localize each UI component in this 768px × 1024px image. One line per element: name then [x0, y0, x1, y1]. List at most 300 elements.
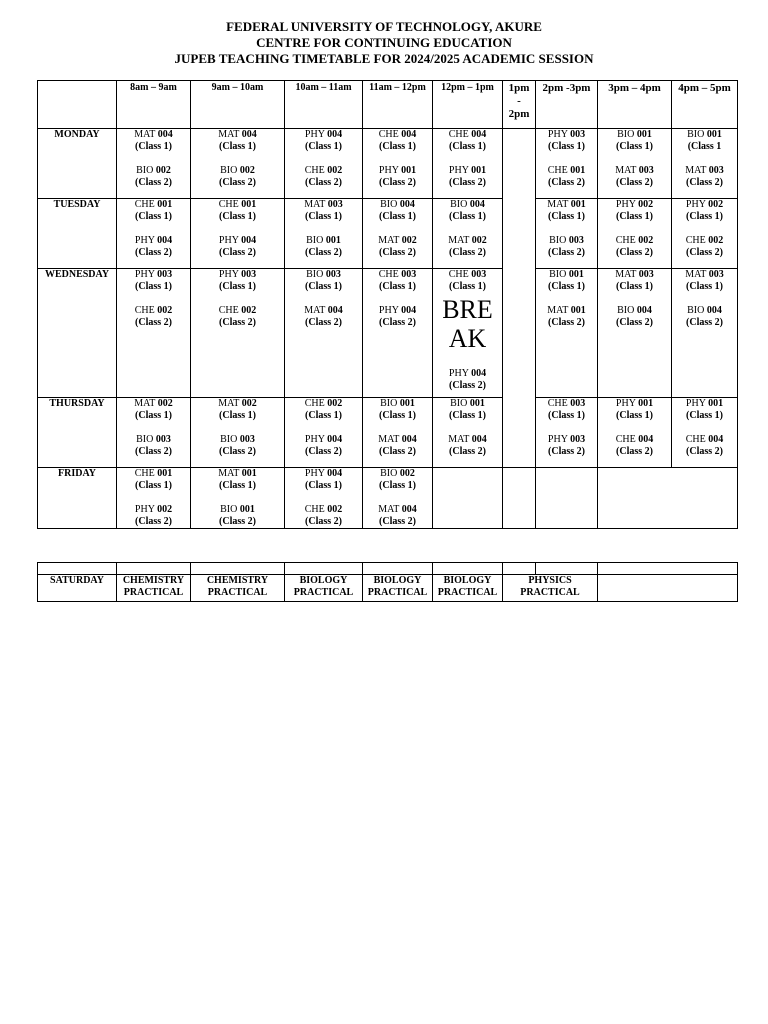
empty-cell	[536, 468, 598, 529]
course-code: 001	[471, 165, 487, 176]
lecture-cell	[191, 129, 285, 199]
subject: BIO	[380, 398, 398, 409]
course-code: 003	[568, 235, 584, 246]
subject: MAT	[615, 269, 637, 280]
lecture-cell	[672, 129, 738, 199]
course-code: 001	[157, 199, 173, 210]
course-line	[672, 199, 737, 211]
course-code: 003	[239, 434, 255, 445]
course-line	[598, 434, 671, 446]
course-code: 004	[401, 305, 417, 316]
class-label: (Class 2)	[686, 177, 723, 188]
class-label: (Class 2)	[616, 446, 653, 457]
class-label: (Class 1)	[548, 211, 585, 222]
subject: BIO	[306, 269, 324, 280]
lecture-cell	[536, 199, 598, 269]
class-label: (Class 1)	[379, 211, 416, 222]
subject: MAT	[378, 504, 400, 515]
course-code: 002	[638, 235, 654, 246]
break-slot-header	[503, 81, 536, 129]
class-label: (Class 1)	[616, 141, 653, 152]
course-line	[672, 305, 737, 317]
course-line	[536, 129, 597, 141]
class-label: (Class 1)	[305, 281, 342, 292]
subject: PHY	[547, 434, 568, 445]
course-code: 002	[708, 199, 724, 210]
course-code: 003	[638, 269, 654, 280]
course-line	[363, 468, 432, 480]
subject: BIO	[306, 235, 324, 246]
course-line	[117, 504, 190, 516]
course-line	[363, 305, 432, 317]
course-code: 002	[327, 165, 343, 176]
course-line	[191, 165, 284, 177]
class-label: (Class 1)	[219, 281, 256, 292]
class-label: (Class 2)	[305, 247, 342, 258]
lecture-cell	[536, 129, 598, 199]
slot-header: 9am – 10am	[191, 81, 285, 129]
course-code: 003	[570, 398, 586, 409]
class-label: (Class 1)	[379, 281, 416, 292]
course-line	[117, 434, 190, 446]
course-line	[285, 269, 362, 281]
class-label: (Class 2)	[219, 247, 256, 258]
empty-cell	[598, 575, 738, 602]
course-code: 004	[401, 504, 417, 515]
subject: BIO	[380, 199, 398, 210]
practical-cell: CHEMISTRY PRACTICAL	[191, 575, 285, 602]
lecture-cell	[598, 269, 672, 398]
subject: PHY	[304, 468, 325, 479]
class-label: (Class 2)	[686, 446, 723, 457]
subject: PHY	[448, 368, 469, 379]
class-label: (Class 1)	[616, 211, 653, 222]
class-label: (Class 1)	[219, 480, 256, 491]
class-label: (Class 2)	[548, 177, 585, 188]
subject: CHE	[615, 434, 636, 445]
class-label: (Class 1)	[548, 281, 585, 292]
course-line	[285, 305, 362, 317]
course-line	[598, 129, 671, 141]
day-row-monday	[38, 129, 738, 199]
course-line	[433, 434, 502, 446]
lecture-cell	[285, 129, 363, 199]
break-column	[503, 129, 536, 468]
lecture-cell	[598, 398, 672, 468]
class-label: (Class 2)	[379, 177, 416, 188]
class-label: (Class 1)	[616, 410, 653, 421]
class-label: (Class 2)	[379, 446, 416, 457]
course-code: 004	[469, 199, 485, 210]
day-row-saturday	[38, 575, 738, 602]
course-line	[672, 129, 737, 141]
class-label: (Class 2)	[135, 446, 172, 457]
course-line	[433, 129, 502, 141]
subject: CHE	[547, 398, 568, 409]
course-code: 004	[399, 199, 415, 210]
empty-cell	[598, 468, 738, 529]
lecture-cell	[117, 129, 191, 199]
class-label: (Class 1)	[449, 211, 486, 222]
class-label: (Class 1)	[616, 281, 653, 292]
saturday-table	[37, 562, 738, 602]
course-code: 004	[708, 434, 724, 445]
day-label: MONDAY	[38, 129, 117, 199]
day-label: SATURDAY	[38, 575, 117, 602]
course-code: 003	[708, 269, 724, 280]
class-label: (Class 2)	[305, 177, 342, 188]
course-line	[191, 305, 284, 317]
subject: CHE	[685, 434, 706, 445]
subject: CHE	[378, 269, 399, 280]
practical-cell: BIOLOGY PRACTICAL	[285, 575, 363, 602]
lecture-cell	[433, 199, 503, 269]
class-label: (Class 2)	[379, 317, 416, 328]
class-label: (Class 1)	[686, 281, 723, 292]
class-label: (Class 1)	[379, 410, 416, 421]
subject: MAT	[547, 199, 569, 210]
course-code: 001	[157, 468, 173, 479]
class-label: (Class 1)	[135, 141, 172, 152]
course-line	[433, 199, 502, 211]
lecture-cell	[191, 269, 285, 398]
subject: MAT	[378, 235, 400, 246]
class-label: (Class 2)	[686, 247, 723, 258]
course-line	[536, 305, 597, 317]
class-label: (Class 1)	[379, 480, 416, 491]
subject: MAT	[134, 129, 156, 140]
course-line	[117, 199, 190, 211]
course-code: 001	[399, 398, 415, 409]
course-code: 002	[155, 165, 171, 176]
course-code: 004	[327, 468, 343, 479]
lecture-cell	[672, 269, 738, 398]
subject: CHE	[378, 129, 399, 140]
course-line	[536, 165, 597, 177]
course-line	[363, 199, 432, 211]
class-label: (Class 2)	[548, 247, 585, 258]
course-line	[117, 235, 190, 247]
centre-name: CENTRE FOR CONTINUING EDUCATION	[256, 35, 512, 50]
practical-cell: BIOLOGY PRACTICAL	[433, 575, 503, 602]
class-label: (Class 2)	[219, 446, 256, 457]
course-line	[363, 504, 432, 516]
slot-header: 11am – 12pm	[363, 81, 433, 129]
course-code: 004	[401, 129, 417, 140]
slot-header: 4pm – 5pm	[672, 81, 738, 129]
course-line	[672, 434, 737, 446]
class-label: (Class 2)	[616, 317, 653, 328]
lecture-cell	[598, 129, 672, 199]
subject: CHE	[448, 269, 469, 280]
course-code: 001	[568, 269, 584, 280]
course-line	[285, 398, 362, 410]
course-line	[191, 269, 284, 281]
course-code: 002	[401, 235, 417, 246]
subject: PHY	[378, 165, 399, 176]
class-label: (Class 2)	[135, 317, 172, 328]
subject: BIO	[136, 434, 154, 445]
class-label: (Class 1)	[305, 480, 342, 491]
lecture-cell	[117, 199, 191, 269]
course-line	[191, 199, 284, 211]
subject: PHY	[685, 199, 706, 210]
course-code: 003	[325, 269, 341, 280]
subject: MAT	[448, 434, 470, 445]
class-label: (Class 2)	[616, 247, 653, 258]
subject: PHY	[304, 434, 325, 445]
lecture-cell	[117, 468, 191, 529]
subject: CHE	[304, 165, 325, 176]
course-code: 003	[708, 165, 724, 176]
lecture-cell	[363, 269, 433, 398]
class-label: (Class 2)	[135, 177, 172, 188]
course-code: 001	[401, 165, 417, 176]
subject: PHY	[134, 269, 155, 280]
class-label: (Class 2)	[686, 317, 723, 328]
class-label: (Class 1)	[548, 410, 585, 421]
lecture-cell	[363, 199, 433, 269]
course-line	[285, 235, 362, 247]
subject: BIO	[687, 129, 705, 140]
course-code: 002	[708, 235, 724, 246]
lecture-cell	[191, 199, 285, 269]
course-line	[598, 305, 671, 317]
break-slot-dash: -	[517, 95, 521, 107]
course-code: 001	[638, 398, 654, 409]
subject: PHY	[448, 165, 469, 176]
subject: PHY	[615, 398, 636, 409]
class-label: (Class 2)	[449, 380, 486, 391]
course-code: 001	[636, 129, 652, 140]
class-label: (Class 2)	[616, 177, 653, 188]
course-line	[363, 235, 432, 247]
course-code: 004	[157, 129, 173, 140]
lecture-cell	[191, 398, 285, 468]
course-line	[598, 398, 671, 410]
lecture-cell	[117, 269, 191, 398]
time-header-row	[38, 81, 738, 129]
practical-cell: CHEMISTRY PRACTICAL	[117, 575, 191, 602]
class-label: (Class 2)	[305, 516, 342, 527]
course-line	[433, 165, 502, 177]
course-code: 002	[638, 199, 654, 210]
course-line	[433, 368, 502, 380]
class-label: (Class 1)	[219, 410, 256, 421]
course-code: 004	[471, 129, 487, 140]
course-code: 004	[636, 305, 652, 316]
day-label: WEDNESDAY	[38, 269, 117, 398]
course-code: 004	[706, 305, 722, 316]
subject: CHE	[304, 398, 325, 409]
subject: BIO	[549, 269, 567, 280]
course-code: 004	[241, 235, 257, 246]
lecture-cell	[285, 199, 363, 269]
empty-cell	[433, 468, 503, 529]
lecture-cell	[672, 398, 738, 468]
course-line	[363, 129, 432, 141]
slot-header: 3pm – 4pm	[598, 81, 672, 129]
subject: PHY	[134, 235, 155, 246]
course-code: 003	[471, 269, 487, 280]
course-line	[285, 468, 362, 480]
subject: MAT	[218, 129, 240, 140]
course-code: 001	[241, 199, 257, 210]
course-code: 001	[239, 504, 255, 515]
course-line	[433, 235, 502, 247]
subject: MAT	[134, 398, 156, 409]
break-label	[433, 295, 502, 353]
subject: CHE	[685, 235, 706, 246]
lecture-cell	[536, 269, 598, 398]
class-label: (Class 2)	[548, 446, 585, 457]
subject: PHY	[615, 199, 636, 210]
class-label: (Class 2)	[449, 177, 486, 188]
course-code: 001	[241, 468, 257, 479]
break-label-part: BRE	[442, 295, 493, 324]
slot-header: 8am – 9am	[117, 81, 191, 129]
course-code: 004	[471, 434, 487, 445]
course-line	[363, 165, 432, 177]
lecture-cell	[191, 468, 285, 529]
course-line	[285, 199, 362, 211]
subject: PHY	[304, 129, 325, 140]
course-line	[117, 398, 190, 410]
course-line	[598, 269, 671, 281]
course-code: 001	[706, 129, 722, 140]
lecture-cell	[433, 129, 503, 199]
class-label: (Class 1)	[379, 141, 416, 152]
subject: CHE	[547, 165, 568, 176]
course-line	[536, 199, 597, 211]
class-label: (Class 1)	[548, 141, 585, 152]
saturday-spacer-row	[38, 563, 738, 575]
lecture-cell	[285, 269, 363, 398]
course-line	[433, 269, 502, 281]
course-code: 003	[157, 269, 173, 280]
course-code: 002	[399, 468, 415, 479]
course-code: 004	[157, 235, 173, 246]
subject: BIO	[136, 165, 154, 176]
lecture-cell	[285, 468, 363, 529]
course-line	[672, 398, 737, 410]
course-code: 004	[327, 434, 343, 445]
course-code: 003	[570, 129, 586, 140]
course-code: 001	[570, 305, 586, 316]
lecture-cell	[598, 199, 672, 269]
lecture-cell	[117, 398, 191, 468]
course-code: 001	[708, 398, 724, 409]
class-label: (Class 2)	[449, 446, 486, 457]
class-label: (Class 1)	[219, 141, 256, 152]
course-line	[191, 434, 284, 446]
lecture-cell	[363, 129, 433, 199]
document-heading	[0, 19, 768, 67]
class-label: (Class 1)	[219, 211, 256, 222]
course-line	[672, 165, 737, 177]
course-line	[285, 434, 362, 446]
subject: PHY	[218, 269, 239, 280]
course-line	[536, 434, 597, 446]
subject: MAT	[378, 434, 400, 445]
subject: MAT	[615, 165, 637, 176]
class-label: (Class 1)	[305, 141, 342, 152]
course-code: 002	[239, 165, 255, 176]
class-label: (Class 1	[687, 141, 722, 152]
course-code: 002	[157, 398, 173, 409]
subject: BIO	[617, 129, 635, 140]
course-line	[191, 129, 284, 141]
subject: BIO	[380, 468, 398, 479]
course-code: 003	[638, 165, 654, 176]
slot-header: 2pm -3pm	[536, 81, 598, 129]
class-label: (Class 1)	[135, 480, 172, 491]
class-label: (Class 2)	[135, 516, 172, 527]
course-line	[117, 129, 190, 141]
lecture-cell-break	[433, 269, 503, 398]
subject: PHY	[134, 504, 155, 515]
subject: BIO	[220, 504, 238, 515]
subject: CHE	[134, 468, 155, 479]
course-line	[117, 269, 190, 281]
course-code: 003	[155, 434, 171, 445]
course-code: 002	[327, 504, 343, 515]
class-label: (Class 1)	[449, 141, 486, 152]
class-label: (Class 1)	[686, 410, 723, 421]
subject: CHE	[134, 199, 155, 210]
subject: BIO	[220, 165, 238, 176]
course-code: 003	[241, 269, 257, 280]
course-line	[433, 398, 502, 410]
subject: MAT	[685, 165, 707, 176]
subject: PHY	[547, 129, 568, 140]
course-line	[285, 165, 362, 177]
subject: CHE	[218, 199, 239, 210]
course-code: 002	[241, 305, 257, 316]
class-label: (Class 1)	[305, 211, 342, 222]
day-label: FRIDAY	[38, 468, 117, 529]
university-name: FEDERAL UNIVERSITY OF TECHNOLOGY, AKURE	[226, 19, 542, 34]
class-label: (Class 1)	[135, 410, 172, 421]
course-code: 001	[570, 199, 586, 210]
break-slot-end: 2pm	[508, 108, 530, 120]
course-code: 004	[327, 129, 343, 140]
course-code: 004	[241, 129, 257, 140]
subject: PHY	[685, 398, 706, 409]
subject: MAT	[685, 269, 707, 280]
class-label: (Class 2)	[305, 317, 342, 328]
day-label: THURSDAY	[38, 398, 117, 468]
subject: BIO	[450, 398, 468, 409]
subject: CHE	[615, 235, 636, 246]
class-label: (Class 2)	[379, 516, 416, 527]
course-code: 001	[469, 398, 485, 409]
course-line	[363, 434, 432, 446]
class-label: (Class 2)	[379, 247, 416, 258]
subject: MAT	[218, 398, 240, 409]
lecture-cell	[285, 398, 363, 468]
subject: MAT	[304, 305, 326, 316]
class-label: (Class 1)	[135, 211, 172, 222]
class-label: (Class 1)	[686, 211, 723, 222]
class-label: (Class 2)	[548, 317, 585, 328]
subject: CHE	[304, 504, 325, 515]
course-code: 002	[471, 235, 487, 246]
course-line	[363, 398, 432, 410]
subject: BIO	[450, 199, 468, 210]
lecture-cell	[363, 468, 433, 529]
course-line	[672, 235, 737, 247]
